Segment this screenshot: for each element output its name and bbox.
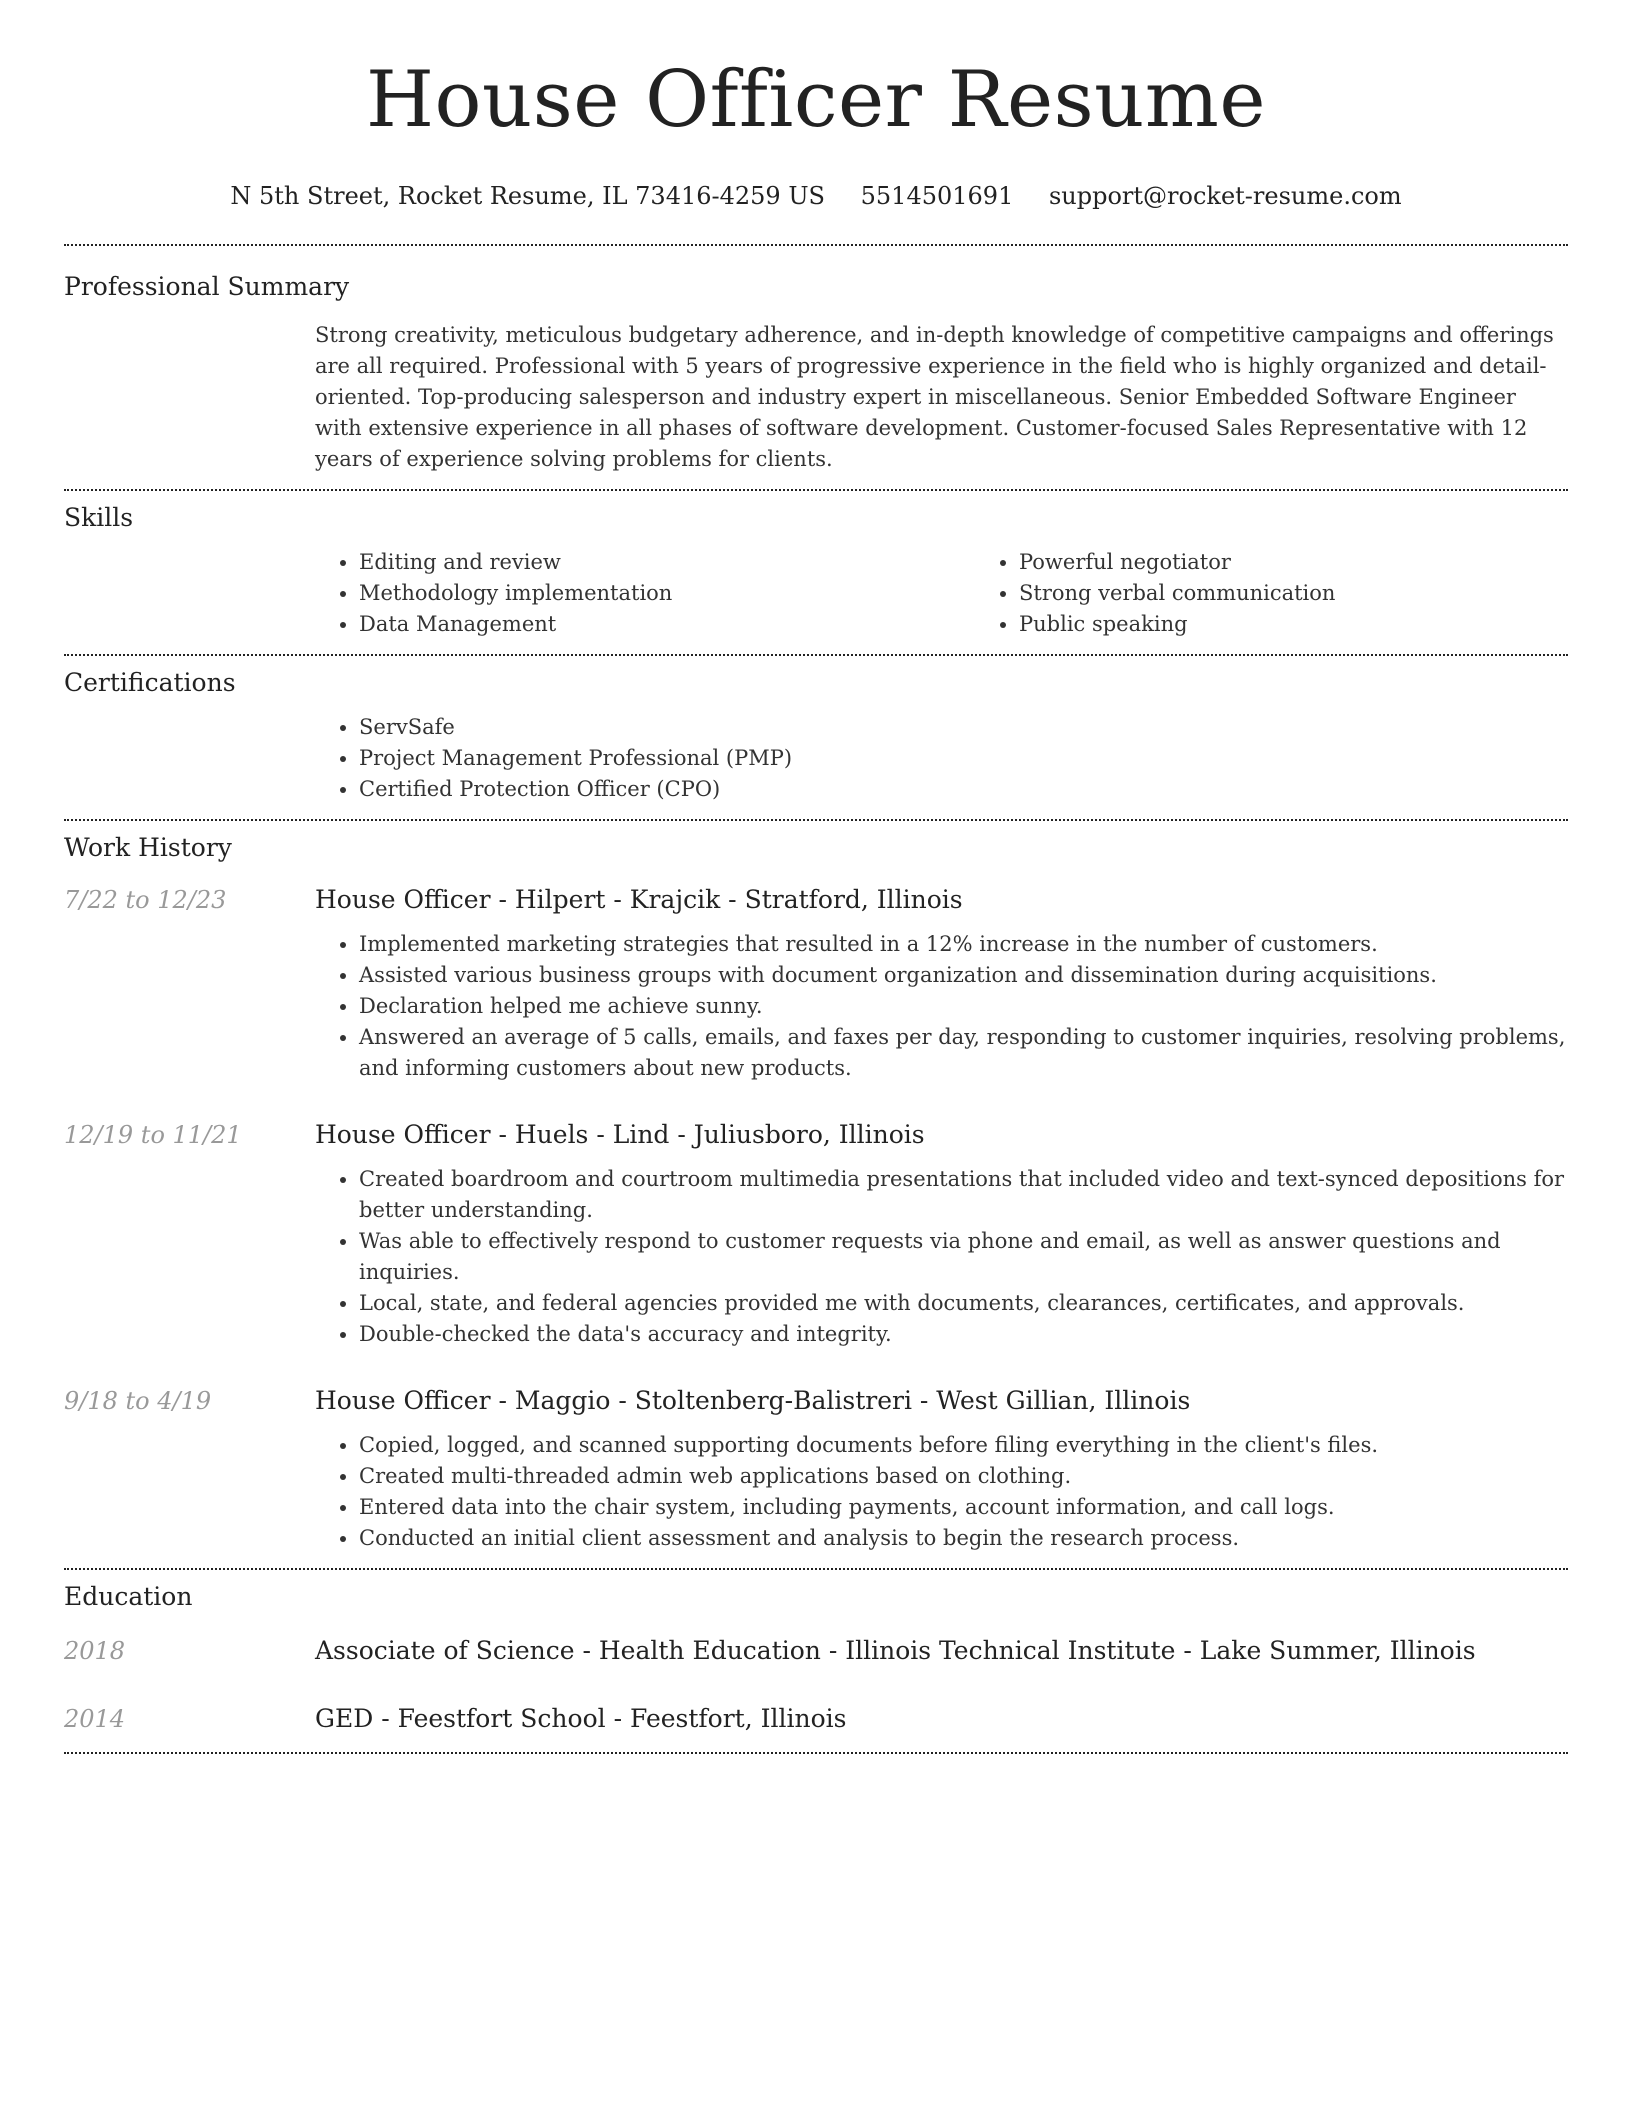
list-item: • Copied, logged, and scanned supporting documents before filing everything in the client's files. (359, 1430, 1568, 1461)
section-title-education: Education (64, 1582, 193, 1611)
job-bullets (315, 1164, 1568, 1350)
job-bullets (315, 1430, 1568, 1554)
work-history-section (64, 821, 1568, 1568)
education-year: 2014 (64, 1705, 126, 1733)
job-title: House Officer - Hilpert - Krajcik - Stratford, Illinois (315, 885, 963, 914)
section-title-certifications: Certifications (64, 668, 236, 697)
list-item: • Entered data into the chair system, including payments, account information, and call logs. (359, 1492, 1568, 1523)
list-item: • Was able to effectively respond to customer requests via phone and email, as well as answer questions and inquiries. (359, 1226, 1568, 1288)
list-item: • Implemented marketing strategies that resulted in a 12% increase in the number of customers. (359, 929, 1568, 960)
contact-line (64, 180, 1568, 212)
divider (64, 1752, 1568, 1754)
job-entry (64, 883, 1568, 1084)
list-item: • ServSafe (359, 712, 1568, 743)
list-item: • Project Management Professional (PMP) (359, 743, 1568, 774)
education-section (64, 1570, 1568, 1752)
education-entry (64, 1702, 1568, 1736)
list-item: • Methodology implementation (359, 578, 975, 609)
education-year: 2018 (64, 1637, 126, 1665)
job-dates: 7/22 to 12/23 (64, 886, 227, 914)
list-item: • Declaration helped me achieve sunny. (359, 991, 1568, 1022)
education-title: GED - Feestfort School - Feestfort, Illinois (315, 1704, 847, 1733)
list-item: • Strong verbal communication (1019, 578, 1632, 609)
certifications-section (64, 656, 1568, 819)
skills-list-left (315, 547, 975, 640)
job-dates: 12/19 to 11/21 (64, 1121, 242, 1149)
section-title-work-history: Work History (64, 833, 232, 862)
certifications-list (315, 712, 1568, 805)
list-item: • Certified Protection Officer (CPO) (359, 774, 1568, 805)
job-entry (64, 1118, 1568, 1350)
section-title-skills: Skills (64, 503, 134, 532)
skills-section (64, 491, 1568, 654)
list-item: • Conducted an initial client assessment and analysis to begin the research process. (359, 1523, 1568, 1554)
list-item: • Assisted various business groups with document organization and dissemination during acquisitions. (359, 960, 1568, 991)
list-item: • Answered an average of 5 calls, emails, and faxes per day, responding to customer inquiries, resolving problems, and informing customers about new products. (359, 1022, 1568, 1084)
job-bullets (315, 929, 1568, 1084)
list-item: • Created multi-threaded admin web applications based on clothing. (359, 1461, 1568, 1492)
list-item: • Editing and review (359, 547, 975, 578)
education-entry (64, 1634, 1568, 1668)
job-title: House Officer - Maggio - Stoltenberg-Balistreri - West Gillian, Illinois (315, 1386, 1191, 1415)
list-item: • Local, state, and federal agencies provided me with documents, clearances, certificates, and approvals. (359, 1288, 1568, 1319)
job-entry (64, 1384, 1568, 1554)
section-title-summary: Professional Summary (64, 272, 350, 301)
summary-text: Strong creativity, meticulous budgetary adherence, and in-depth knowledge of competitive campaigns and offerings are all required. Professional with 5 years of progressive experience in the field who is highly organized and detail-oriented. Top-producing salesperson and industry expert in miscellaneous. Senior Embedded Software Engineer with extensive experience in all phases of software development. Customer-focused Sales Representative with 12 years of experience solving problems for clients. (315, 323, 1554, 471)
address: N 5th Street, Rocket Resume, IL 73416-4259 US (230, 182, 825, 210)
phone: 5514501691 (860, 182, 1014, 210)
list-item: • Created boardroom and courtroom multimedia presentations that included video and text-synced depositions for better understanding. (359, 1164, 1568, 1226)
list-item: • Double-checked the data's accuracy and integrity. (359, 1319, 1568, 1350)
job-title: House Officer - Huels - Lind - Juliusboro, Illinois (315, 1120, 925, 1149)
list-item: • Public speaking (1019, 609, 1632, 640)
summary-section (64, 246, 1568, 489)
list-item: • Powerful negotiator (1019, 547, 1632, 578)
job-dates: 9/18 to 4/19 (64, 1387, 212, 1415)
resume-title: House Officer Resume (365, 55, 1267, 145)
skills-list-right (975, 547, 1632, 640)
list-item: • Data Management (359, 609, 975, 640)
education-title: Associate of Science - Health Education - Illinois Technical Institute - Lake Summer, Illinois (315, 1636, 1476, 1665)
email: support@rocket-resume.com (1048, 182, 1402, 210)
